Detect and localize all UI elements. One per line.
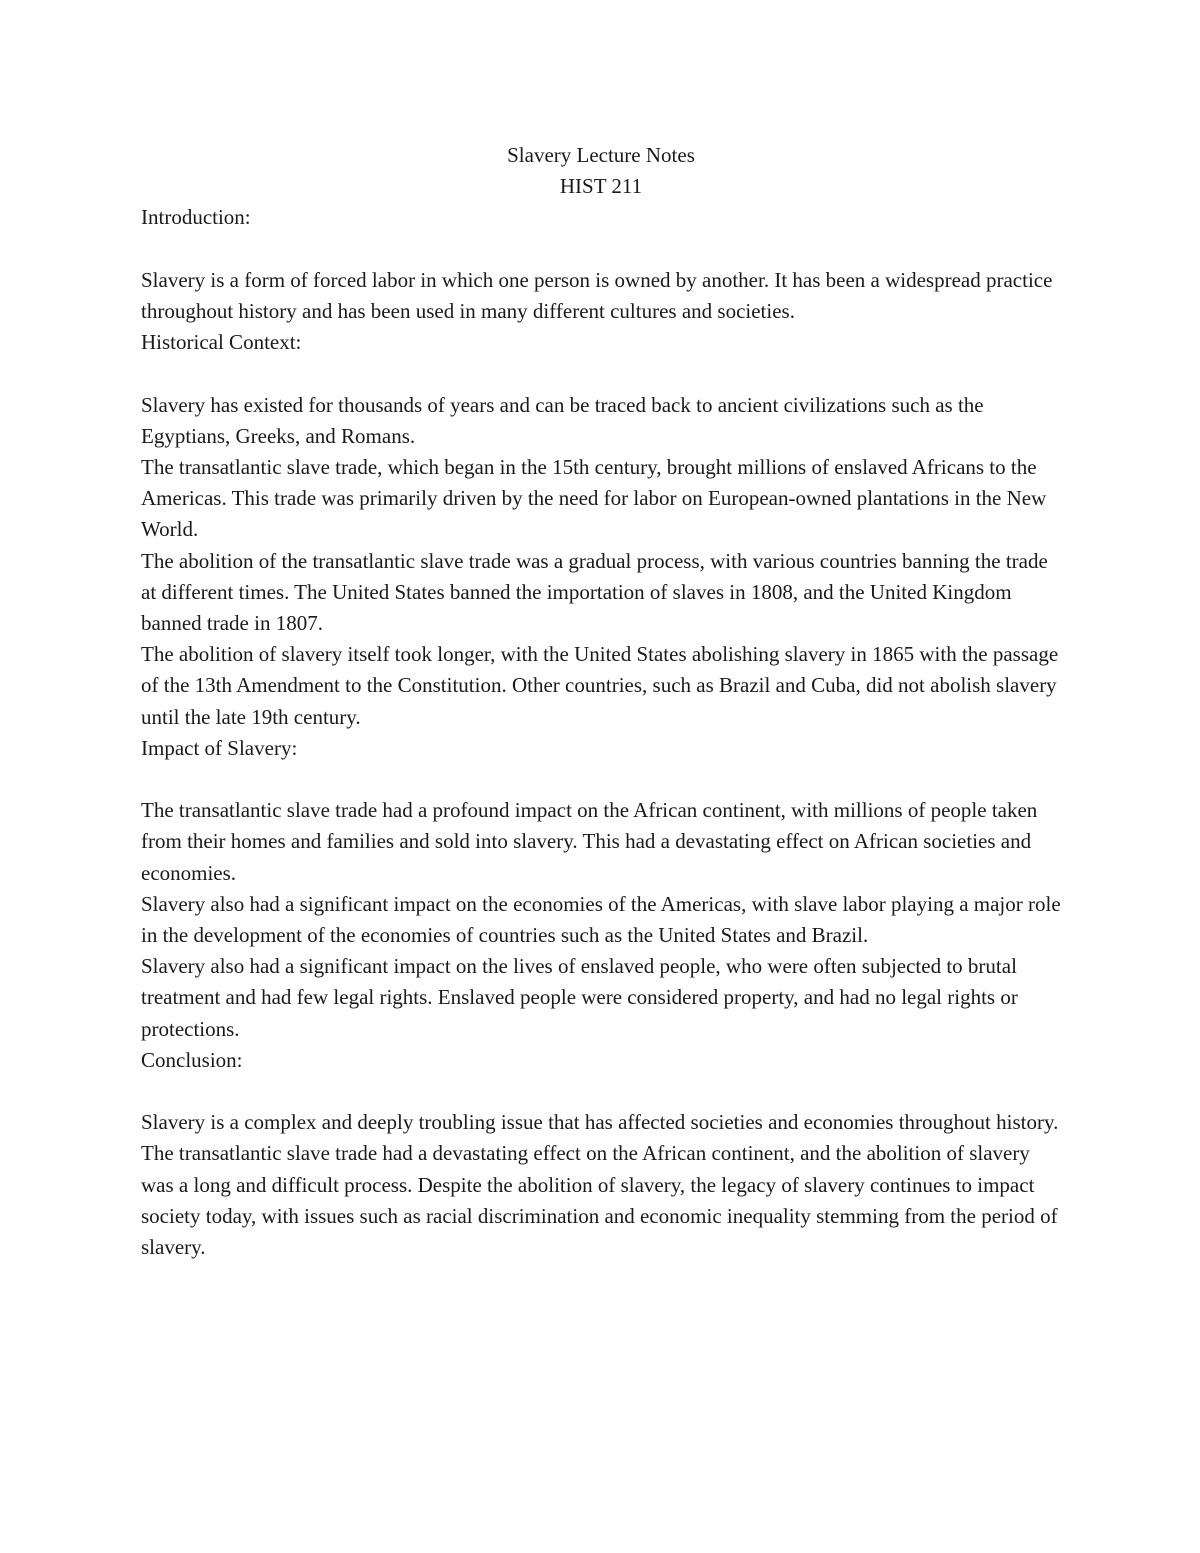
document-page bbox=[141, 140, 1061, 1263]
impact-paragraph: Slavery also had a significant impact on the lives of enslaved people, who were often subjected to brutal treatment and had few legal rights. Enslaved people were considered property, and had no legal rights or protections. bbox=[141, 954, 1018, 1041]
impact-paragraph: Slavery also had a significant impact on the economies of the Americas, with slave labor playing a major role in the development of the economies of countries such as the United States and Brazil. bbox=[141, 891, 1061, 948]
historical-context-paragraph: Slavery has existed for thousands of years and can be traced back to ancient civilizations such as the Egyptians, Greeks, and Romans. bbox=[141, 392, 984, 448]
conclusion-heading: Conclusion: bbox=[141, 1047, 243, 1072]
course-code: HIST 211 bbox=[559, 174, 643, 199]
impact-paragraph: The transatlantic slave trade had a profound impact on the African continent, with millions of people taken from their homes and families and sold into slavery. This had a devastating effect on African societies and economies. bbox=[141, 798, 1038, 885]
historical-context-paragraph: The transatlantic slave trade, which began in the 15th century, brought millions of enslaved Africans to the Americas. This trade was primarily driven by the need for labor on European-owned plantations in the New World. bbox=[141, 455, 1047, 542]
blank-line bbox=[141, 1076, 1061, 1107]
historical-context-heading: Historical Context: bbox=[141, 330, 302, 355]
impact-heading: Impact of Slavery: bbox=[141, 735, 298, 760]
document-title: Slavery Lecture Notes bbox=[507, 143, 695, 167]
conclusion-paragraph: Slavery is a complex and deeply troubling issue that has affected societies and economies throughout history. The transatlantic slave trade had a devastating effect on the African continent, and the abolition of slavery was a long and difficult process. Despite the abolition of slavery, the legacy of slavery continues to impact society today, with issues such as racial discrimination and economic inequality stemming from the period of slavery. bbox=[141, 1110, 1059, 1260]
title-block bbox=[141, 140, 1061, 202]
historical-context-paragraph: The abolition of slavery itself took longer, with the United States abolishing slavery in 1865 with the passage of the 13th Amendment to the Constitution. Other countries, such as Brazil and Cuba, did not abolish slavery until the late 19th century. bbox=[141, 642, 1059, 729]
blank-line bbox=[141, 358, 1061, 389]
introduction-heading: Introduction: bbox=[141, 205, 251, 230]
blank-line bbox=[141, 764, 1061, 795]
historical-context-paragraph: The abolition of the transatlantic slave trade was a gradual process, with various countries banning the trade at different times. The United States banned the importation of slaves in 1808, and the United Kingdom banned trade in 1807. bbox=[141, 548, 1048, 636]
introduction-paragraph: Slavery is a form of forced labor in which one person is owned by another. It has been a widespread practice throughout history and has been used in many different cultures and societies. bbox=[141, 267, 1053, 323]
blank-line bbox=[141, 234, 1061, 265]
